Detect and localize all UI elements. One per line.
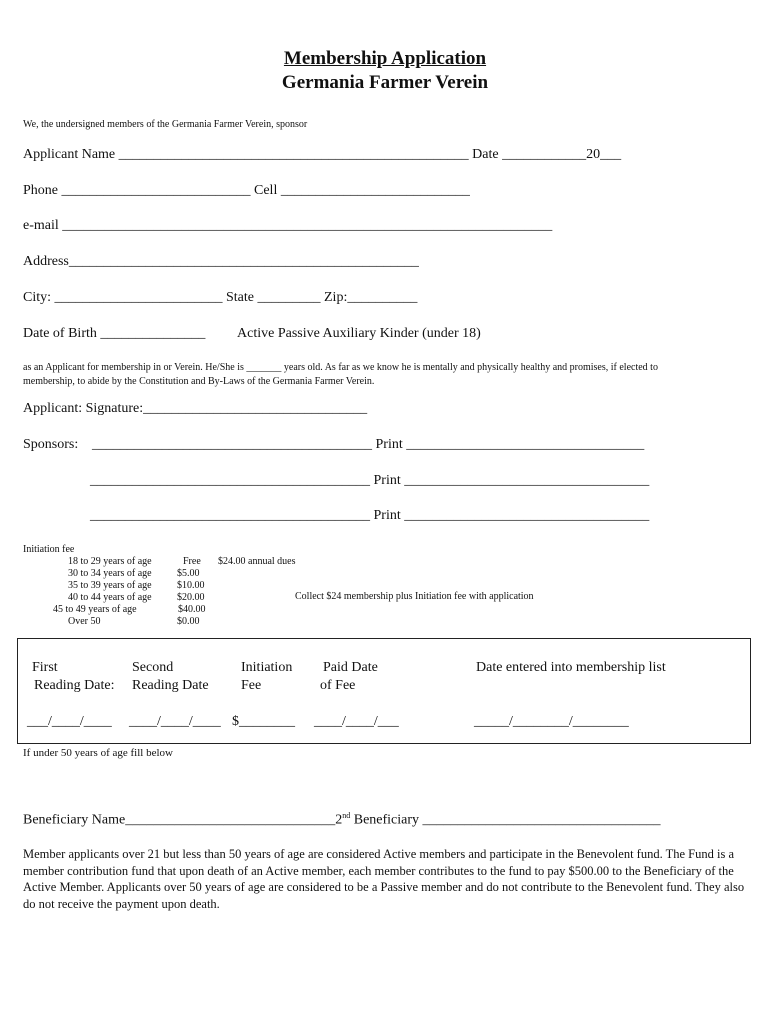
fee-amount: $0.00 [177, 616, 200, 627]
date-entered-label: Date entered into membership list [476, 660, 666, 675]
date-entered-field[interactable]: _____/________/________ [474, 714, 629, 729]
first-reading-label: First [32, 660, 58, 675]
first-reading-label-2: Reading Date: [34, 678, 115, 693]
sponsor-line-2[interactable]: ________________________________________ Print ___________________________________ [90, 473, 650, 488]
initiation-fee-label-2: Fee [241, 678, 262, 693]
sponsors-label: Sponsors: [23, 437, 79, 452]
paid-date-field[interactable]: ____/____/___ [314, 714, 399, 729]
office-use-box [17, 638, 751, 744]
sponsor-line-1[interactable]: ________________________________________ Print __________________________________ [92, 437, 645, 452]
statement-line-2: membership, to abide by the Constitution and By-Laws of the Germania Farmer Verein. [23, 376, 375, 387]
initiation-fee-title: Initiation fee [23, 544, 75, 555]
city-state-zip-field[interactable]: City: ________________________ State _________ Zip:__________ [23, 290, 418, 305]
fee-age-row: 40 to 44 years of age [68, 592, 152, 603]
beneficiary-name-field[interactable]: Beneficiary Name______________________________2 [23, 812, 343, 828]
second-reading-label-2: Reading Date [132, 678, 209, 693]
paid-date-label-2: of Fee [320, 678, 356, 693]
address-field[interactable]: Address__________________________________________________ [23, 254, 419, 269]
fee-age-row: 18 to 29 years of age [68, 556, 152, 567]
first-reading-date-field[interactable]: ___/____/____ [27, 714, 112, 729]
fee-amount: $5.00 [177, 568, 200, 579]
second-beneficiary-field[interactable]: Beneficiary __________________________________ [350, 812, 661, 828]
benevolent-fund-paragraph: Member applicants over 21 but less than 50 years of age are considered Active members and participate in the Benevolent fund. The Fund is a member contribution fund that upon death of an Active member, each member contributes to the fund to pay $500.00 to the Beneficiary of the Active Member. Applicants over 50 years of age are considered to be a Passive member and do not contribute to the Benevolent fund. They also do not receive the payment upon death. [23, 847, 745, 911]
fee-age-row: Over 50 [68, 616, 101, 627]
date-of-birth-field[interactable]: Date of Birth _______________ [23, 326, 206, 341]
second-reading-date-field[interactable]: ____/____/____ [129, 714, 221, 729]
second-reading-label: Second [132, 660, 174, 675]
fee-amount: $10.00 [177, 580, 205, 591]
organization-name: Germania Farmer Verein [281, 72, 489, 93]
phone-cell-field[interactable]: Phone ___________________________ Cell ___________________________ [23, 183, 470, 198]
fee-age-row: 45 to 49 years of age [53, 604, 137, 615]
applicant-signature-field[interactable]: Applicant: Signature:________________________________ [23, 401, 368, 416]
membership-type-options[interactable]: Active Passive Auxiliary Kinder (under 18) [237, 326, 481, 341]
fee-age-row: 35 to 39 years of age [68, 580, 152, 591]
paid-date-label: Paid Date [323, 660, 378, 675]
sponsor-line-3[interactable]: ________________________________________ Print ___________________________________ [90, 508, 650, 523]
fee-amount: Free [183, 556, 201, 567]
intro-text: We, the undersigned members of the Germania Farmer Verein, sponsor [23, 119, 308, 130]
fee-amount: $40.00 [178, 604, 206, 615]
statement-line-1: as an Applicant for membership in or Verein. He/She is _______ years old. As far as we know he is mentally and physically healthy and promises, if elected to [23, 362, 658, 373]
initiation-fee-field[interactable]: $________ [232, 714, 295, 729]
email-field[interactable]: e-mail ______________________________________________________________________ [23, 218, 553, 233]
form-title: Membership Application [283, 48, 487, 69]
annual-dues-note: $24.00 annual dues [218, 556, 296, 567]
ordinal-suffix: nd [342, 811, 351, 820]
under-50-note: If under 50 years of age fill below [23, 747, 173, 759]
fee-amount: $20.00 [177, 592, 205, 603]
collect-fee-note: Collect $24 membership plus Initiation fee with application [295, 591, 534, 602]
applicant-name-field[interactable]: Applicant Name __________________________________________________ Date ____________20___ [23, 147, 622, 162]
beneficiary-fields[interactable] [23, 811, 661, 829]
initiation-fee-label: Initiation [241, 660, 293, 675]
fee-age-row: 30 to 34 years of age [68, 568, 152, 579]
